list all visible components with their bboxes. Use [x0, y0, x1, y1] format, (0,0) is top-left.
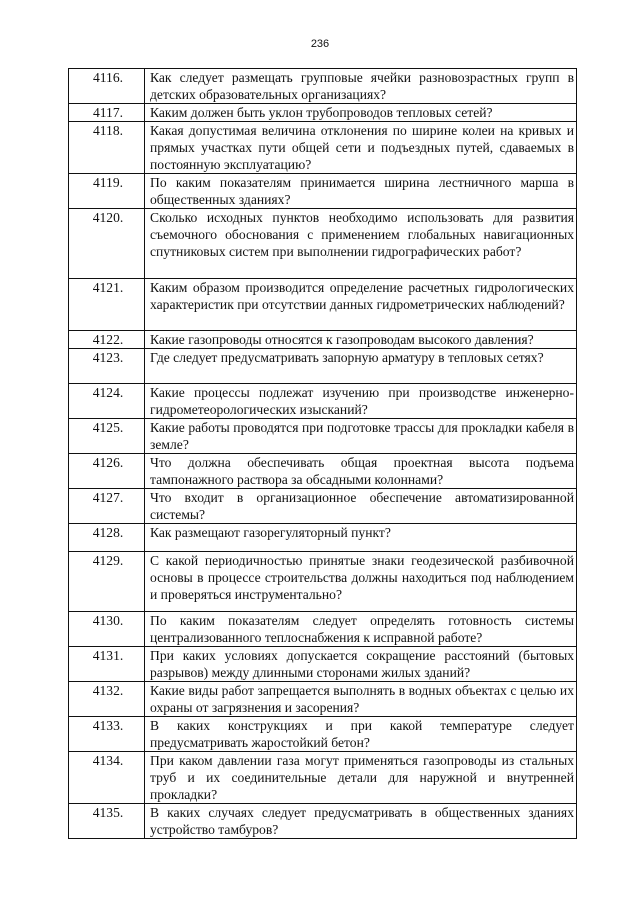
table-row — [69, 752, 577, 804]
table-row — [69, 489, 577, 524]
table-row — [69, 209, 577, 279]
question-number: 4128. — [69, 524, 145, 552]
question-text: В каких конструкциях и при какой температуре следует предусматривать жаростойкий бетон? — [145, 717, 577, 752]
table-row — [69, 717, 577, 752]
question-number: 4123. — [69, 349, 145, 384]
question-text: Какие работы проводятся при подготовке трассы для прокладки кабеля в земле? — [145, 419, 577, 454]
question-text: При каких условиях допускается сокращение расстояний (бытовых разрывов) между длинными сторонами жилых зданий? — [145, 647, 577, 682]
question-text: Каким должен быть уклон трубопроводов тепловых сетей? — [145, 104, 577, 122]
table-row — [69, 349, 577, 384]
table-row — [69, 804, 577, 839]
question-text: Что входит в организационное обеспечение автоматизированной системы? — [145, 489, 577, 524]
question-text: С какой периодичностью принятые знаки геодезической разбивочной основы в процессе строительства должны находиться под наблюдением и проверяться инструментально? — [145, 552, 577, 612]
table-row — [69, 104, 577, 122]
table-row — [69, 612, 577, 647]
table-row — [69, 682, 577, 717]
table-row — [69, 419, 577, 454]
question-number: 4119. — [69, 174, 145, 209]
question-number: 4118. — [69, 122, 145, 174]
table-row — [69, 122, 577, 174]
question-text: Как размещают газорегуляторный пункт? — [145, 524, 577, 552]
question-text: Какие виды работ запрещается выполнять в водных объектах с целью их охраны от загрязнения и засорения? — [145, 682, 577, 717]
question-text: По каким показателям принимается ширина лестничного марша в общественных зданиях? — [145, 174, 577, 209]
question-number: 4132. — [69, 682, 145, 717]
question-text: Что должна обеспечивать общая проектная высота подъема тампонажного раствора за обсадными колоннами? — [145, 454, 577, 489]
question-text: При каком давлении газа могут применяться газопроводы из стальных труб и их соединительные детали для наружной и внутренней прокладки? — [145, 752, 577, 804]
question-text: По каким показателям следует определять готовность системы централизованного теплоснабжения к исправной работе? — [145, 612, 577, 647]
question-text: Каким образом производится определение расчетных гидрологических характеристик при отсутствии данных гидрометрических наблюдений? — [145, 279, 577, 331]
question-number: 4134. — [69, 752, 145, 804]
table-row — [69, 384, 577, 419]
question-number: 4126. — [69, 454, 145, 489]
question-number: 4120. — [69, 209, 145, 279]
question-number: 4130. — [69, 612, 145, 647]
question-number: 4135. — [69, 804, 145, 839]
question-number: 4122. — [69, 331, 145, 349]
question-text: Где следует предусматривать запорную арматуру в тепловых сетях? — [145, 349, 577, 384]
question-number: 4131. — [69, 647, 145, 682]
table-row — [69, 279, 577, 331]
question-text: В каких случаях следует предусматривать в общественных зданиях устройство тамбуров? — [145, 804, 577, 839]
table-row — [69, 647, 577, 682]
question-text: Сколько исходных пунктов необходимо использовать для развития съемочного обоснования с применением глобальных навигационных спутниковых систем при выполнении гидрографических работ? — [145, 209, 577, 279]
question-number: 4129. — [69, 552, 145, 612]
table-row — [69, 524, 577, 552]
question-text: Какая допустимая величина отклонения по ширине колеи на кривых и прямых участках пути общей сети и подъездных путей, сдаваемых в постоянную эксплуатацию? — [145, 122, 577, 174]
table-row — [69, 331, 577, 349]
question-number: 4117. — [69, 104, 145, 122]
question-text: Какие газопроводы относятся к газопроводам высокого давления? — [145, 331, 577, 349]
page-number: 236 — [310, 38, 330, 50]
table-row — [69, 454, 577, 489]
question-number: 4127. — [69, 489, 145, 524]
questions-table — [68, 68, 577, 839]
question-text: Какие процессы подлежат изучению при производстве инженерно-гидрометеорологических изысканий? — [145, 384, 577, 419]
question-number: 4124. — [69, 384, 145, 419]
table-row — [69, 552, 577, 612]
table-row — [69, 174, 577, 209]
question-number: 4125. — [69, 419, 145, 454]
question-text: Как следует размещать групповые ячейки разновозрастных групп в детских образовательных организациях? — [145, 69, 577, 104]
question-number: 4116. — [69, 69, 145, 104]
question-number: 4133. — [69, 717, 145, 752]
question-number: 4121. — [69, 279, 145, 331]
table-row — [69, 69, 577, 104]
